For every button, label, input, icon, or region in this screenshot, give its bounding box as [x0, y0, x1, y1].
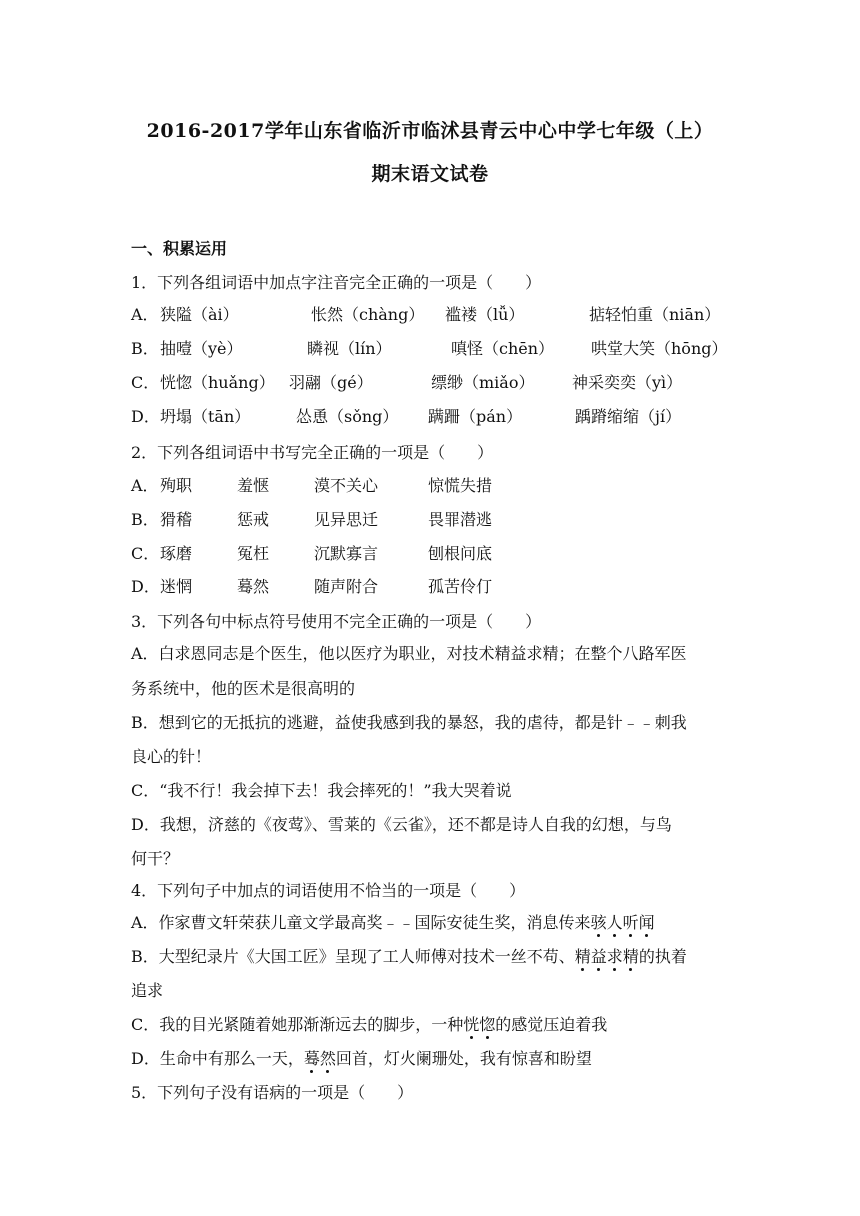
- option-item: 踽蹐缩缩（jí）: [575, 407, 682, 426]
- option-label: C．: [131, 373, 160, 392]
- option-item: 蹒跚（pán）: [428, 407, 523, 426]
- q4-option-d: [131, 1046, 592, 1069]
- q1-stem: 1．下列各组词语中加点字注音完全正确的一项是（ ）: [131, 273, 542, 292]
- option-item: 蓦然: [237, 577, 270, 596]
- exam-title-line2: 期末语文试卷: [371, 163, 489, 185]
- q4-b-text-pre: B．大型纪录片《大国工匠》呈现了工人师傅对技术一丝不苟、: [131, 947, 575, 966]
- option-item: 嗔怪（chēn）: [451, 339, 555, 358]
- option-item: 猾稽: [160, 510, 193, 529]
- q4-c-text-post: 的感觉压迫着我: [495, 1015, 608, 1034]
- q4-c-dotted-word: 恍惚: [463, 1015, 496, 1034]
- q4-stem: 4．下列句子中加点的词语使用不恰当的一项是（ ）: [131, 881, 526, 900]
- option-item: 迷惘: [160, 577, 193, 596]
- q4-option-a: [131, 910, 655, 933]
- q3-stem: 3．下列各句中标点符号使用不完全正确的一项是（ ）: [131, 612, 542, 631]
- option-item: 羽翮（gé）: [289, 373, 373, 392]
- option-item: 漠不关心: [314, 476, 379, 495]
- option-item: 冤枉: [237, 544, 270, 563]
- q4-option-c: [131, 1012, 607, 1035]
- q4-b-text-post: 的执着: [638, 947, 687, 966]
- option-item: 孤苦伶仃: [428, 577, 493, 596]
- option-item: 惩戒: [237, 510, 270, 529]
- q3-option-a-line1: A．白求恩同志是个医生，他以医疗为职业，对技术精益求精；在整个八路军医: [131, 644, 687, 663]
- option-item: 惊慌失措: [428, 476, 493, 495]
- option-label: D．: [131, 577, 160, 596]
- option-item: 抽噎（yè）: [160, 339, 243, 358]
- option-item: 刨根问底: [428, 544, 493, 563]
- q4-option-b-line2: 追求: [131, 981, 164, 1000]
- option-item: 哄堂大笑（hōng）: [591, 339, 728, 358]
- option-item: 神采奕奕（yì）: [572, 373, 683, 392]
- option-label: D．: [131, 407, 160, 426]
- option-label: B．: [131, 339, 159, 358]
- exam-title-line1: 2016-2017学年山东省临沂市临沭县青云中心中学七年级（上）: [146, 120, 714, 142]
- q4-d-text-pre: D．生命中有那么一天，: [131, 1049, 304, 1068]
- q5-stem: 5．下列句子没有语病的一项是（ ）: [131, 1083, 414, 1102]
- option-item: 羞惬: [237, 476, 270, 495]
- option-item: 随声附合: [314, 577, 379, 596]
- q3-option-d-line1: D．我想，济慈的《夜莺》、雪莱的《云雀》，还不都是诗人自我的幻想，与鸟: [131, 815, 672, 834]
- option-item: 沉默寡言: [314, 544, 379, 563]
- q3-option-b-line1: B．想到它的无抵抗的逃避，益使我感到我的暴怒，我的虐待，都是针﹣﹣刺我: [131, 713, 687, 732]
- option-item: 殉职: [160, 476, 193, 495]
- option-label: C．: [131, 544, 160, 563]
- option-item: 见异思迁: [314, 510, 379, 529]
- q2-stem: 2．下列各组词语中书写完全正确的一项是（ ）: [131, 443, 494, 462]
- q4-a-dotted-word: 骇人听闻: [590, 913, 655, 932]
- q4-d-text-post: 回首，灯火阑珊处，我有惊喜和盼望: [335, 1049, 592, 1068]
- option-label: B．: [131, 510, 159, 529]
- option-item: 缥缈（miǎo）: [431, 373, 535, 392]
- q4-d-dotted-word: 蓦然: [303, 1049, 336, 1068]
- q3-option-b-line2: 良心的针！: [131, 747, 212, 766]
- option-item: 坍塌（tān）: [160, 407, 251, 426]
- q3-option-a-line2: 务系统中，他的医术是很高明的: [131, 679, 356, 698]
- section-heading: 一、积累运用: [131, 239, 228, 258]
- q4-option-b: [131, 944, 687, 967]
- option-item: 恍惚（huǎng）: [160, 373, 275, 392]
- option-label: A．: [131, 305, 159, 324]
- q4-a-text-pre: A．作家曹文轩荣获儿童文学最高奖﹣﹣国际安徒生奖，消息传来: [131, 913, 591, 932]
- option-item: 怂恿（sǒng）: [296, 407, 399, 426]
- option-label: A．: [131, 476, 159, 495]
- option-item: 畏罪潜逃: [428, 510, 493, 529]
- option-item: 琢磨: [160, 544, 193, 563]
- q3-option-d-line2: 何干？: [131, 849, 180, 868]
- option-item: 褴褛（lǚ）: [445, 305, 525, 324]
- option-item: 怅然（chàng）: [311, 305, 425, 324]
- q4-b-dotted-word: 精益求精: [574, 947, 639, 966]
- option-item: 瞵视（lín）: [307, 339, 392, 358]
- option-item: 狭隘（ài）: [160, 305, 239, 324]
- option-item: 掂轻怕重（niān）: [589, 305, 721, 324]
- q3-option-c: C．“我不行！我会掉下去！我会摔死的！”我大哭着说: [131, 781, 512, 800]
- q4-c-text-pre: C．我的目光紧随着她那渐渐远去的脚步，一种: [131, 1015, 464, 1034]
